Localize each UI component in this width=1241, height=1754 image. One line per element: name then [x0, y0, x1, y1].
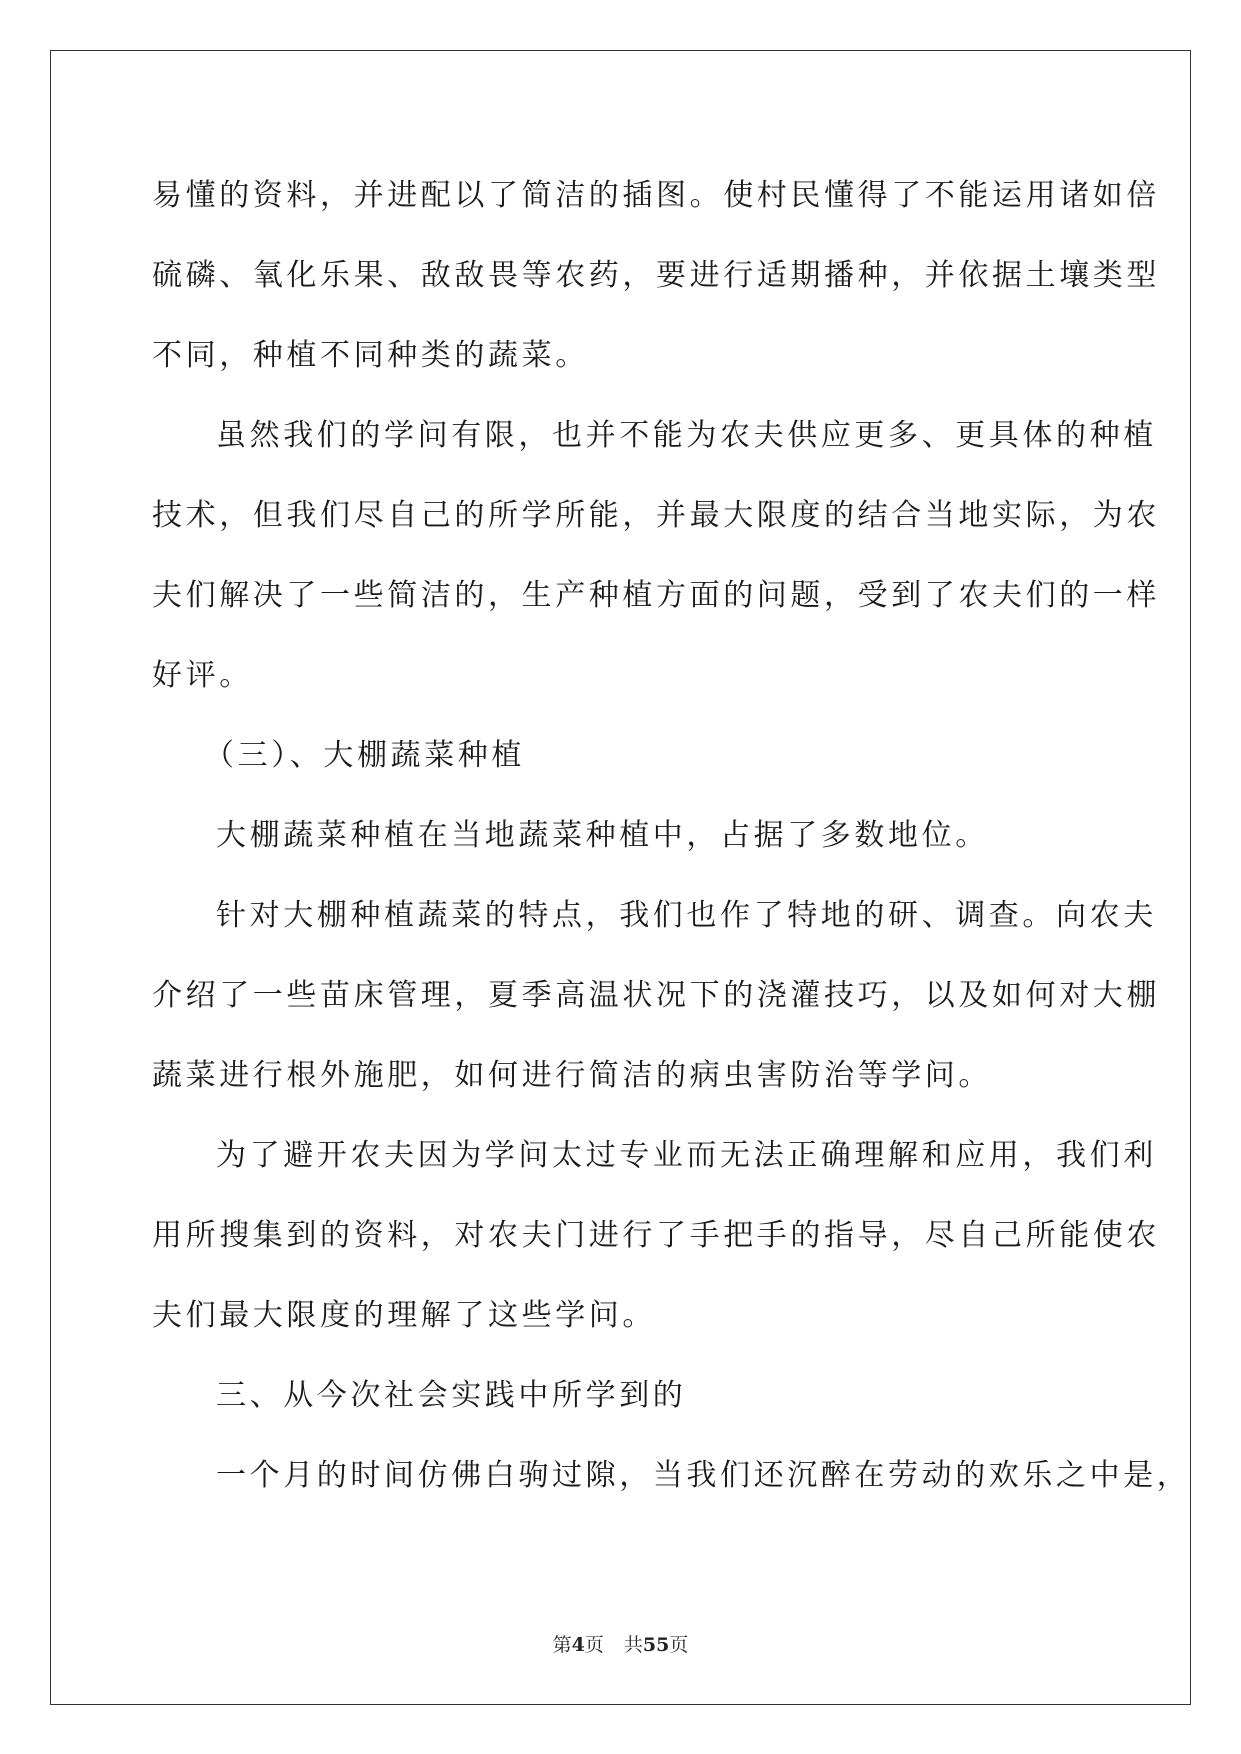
text-line-12: 蔬菜进行根外施肥，如何进行简洁的病虫害防治等学问。	[152, 1058, 992, 1093]
text-line-4: 虽然我们的学问有限，也并不能为农夫供应更多、更具体的种植	[216, 418, 1157, 453]
text-line-3: 不同，种植不同种类的蔬菜。	[152, 338, 589, 373]
section-heading-3: （三）、大棚蔬菜种植	[204, 738, 525, 773]
text-line-1: 易懂的资料，并进配以了简洁的插图。使村民懂得了不能运用诸如倍	[152, 178, 1160, 213]
text-line-14: 用所搜集到的资料，对农夫门进行了手把手的指导，尽自己所能使农	[152, 1218, 1160, 1253]
text-line-5: 技术，但我们尽自己的所学所能，并最大限度的结合当地实际，为农	[152, 498, 1160, 533]
total-suffix: 页	[669, 1634, 689, 1656]
document-body	[152, 156, 1191, 1516]
text-line-17: 一个月的时间仿佛白驹过隙，当我们还沉醉在劳动的欢乐之中是，	[216, 1458, 1191, 1493]
text-line-2: 硫磷、氧化乐果、敌敌畏等农药，要进行适期播种，并依据土壤类型	[152, 258, 1160, 293]
text-line-15: 夫们最大限度的理解了这些学问。	[152, 1298, 656, 1333]
total-prefix: 共	[623, 1634, 643, 1656]
page-prefix: 第	[552, 1634, 572, 1656]
section-heading-learned: 三、从今次社会实践中所学到的	[216, 1378, 687, 1413]
text-line-7: 好评。	[152, 658, 253, 693]
page-footer	[0, 1630, 1241, 1657]
total-pages: 55	[642, 1634, 670, 1656]
page-suffix: 页	[584, 1634, 604, 1656]
text-line-10: 针对大棚种植蔬菜的特点，我们也作了特地的研、调查。向农夫	[216, 898, 1157, 933]
page-number: 4	[571, 1634, 585, 1656]
text-line-11: 介绍了一些苗床管理，夏季高温状况下的浇灌技巧，以及如何对大棚	[152, 978, 1160, 1013]
text-line-9: 大棚蔬菜种植在当地蔬菜种植中，占据了多数地位。	[216, 818, 989, 853]
text-line-6: 夫们解决了一些简洁的，生产种植方面的问题，受到了农夫们的一样	[152, 578, 1160, 613]
text-line-13: 为了避开农夫因为学问太过专业而无法正确理解和应用，我们利	[216, 1138, 1157, 1173]
